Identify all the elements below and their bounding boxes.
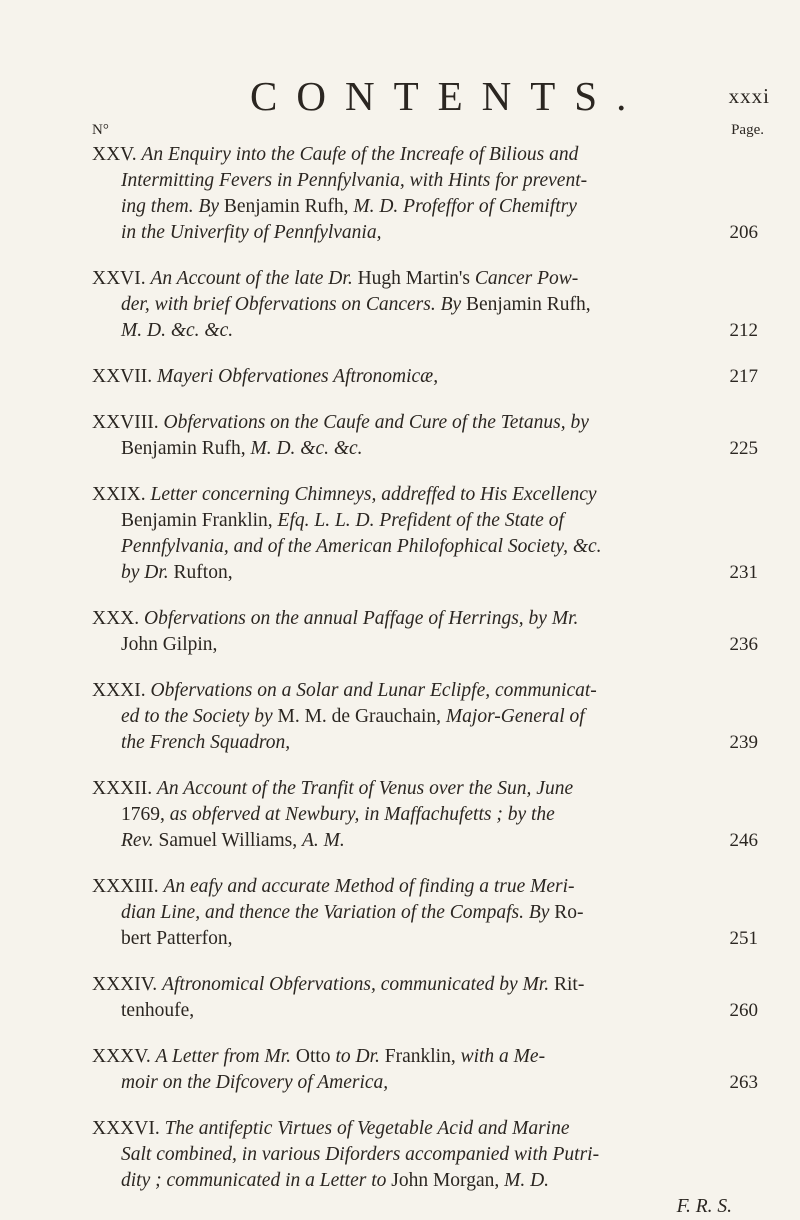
entry-text: Rufton,	[173, 562, 233, 583]
entry-text: Rev.	[121, 830, 159, 851]
entry-text: in the Univerfity of Pennfylvania,	[121, 222, 382, 243]
entry-number: XXIX.	[92, 484, 151, 505]
entry-line	[92, 926, 758, 952]
entry-page-number: 239	[729, 732, 758, 753]
entry-line	[92, 482, 758, 508]
entry-page-number: 206	[729, 222, 758, 243]
entry-line	[92, 560, 758, 586]
contents-list	[92, 142, 758, 1220]
entry-line	[92, 900, 758, 926]
entry-line	[92, 220, 758, 246]
entry-text: Major-General of	[445, 706, 585, 727]
entry-number: XXXII.	[92, 778, 157, 799]
entry-text: Cancer Pow-	[474, 268, 579, 289]
entry-text: Hugh Martin's	[357, 268, 475, 289]
entry-line	[92, 168, 758, 194]
contents-entry	[92, 482, 758, 586]
contents-entry	[92, 776, 758, 854]
entry-text: with a Me-	[460, 1046, 546, 1067]
entry-text: Mayeri Obfervationes Aftronomicæ,	[156, 366, 439, 387]
entry-line	[92, 292, 758, 318]
page-title: CONTENTS.	[250, 73, 646, 119]
entry-text: M. M. de Grauchain,	[277, 706, 446, 727]
entry-line	[92, 534, 758, 560]
entry-text: bert Patterfon,	[121, 928, 233, 949]
entry-line	[92, 1142, 758, 1168]
contents-entry	[92, 410, 758, 462]
entry-page-number: 231	[729, 562, 758, 583]
entry-text: Pennfylvania, and of the American Philofophical Society, &c.	[121, 536, 602, 557]
entry-line	[92, 776, 758, 802]
entry-line	[92, 364, 758, 390]
column-headers	[0, 122, 800, 144]
entry-text: John Gilpin,	[121, 634, 218, 655]
entry-text: der, with brief Obfervations on Cancers. By	[121, 294, 467, 315]
entry-text: Ro-	[554, 902, 584, 923]
page-column-header: Page.	[731, 122, 764, 138]
entry-text: A. M.	[302, 830, 345, 851]
entry-page-number: 225	[729, 438, 758, 459]
entry-line	[92, 828, 758, 854]
entry-text: by Dr.	[121, 562, 174, 583]
entry-text: An Account of the late Dr.	[150, 268, 358, 289]
contents-entry	[92, 606, 758, 658]
entry-line	[92, 874, 758, 900]
contents-entry	[92, 142, 758, 246]
entry-number: XXXVI.	[92, 1118, 165, 1139]
entry-number: XXXI.	[92, 680, 151, 701]
entry-line	[92, 318, 758, 344]
entry-page-number: 263	[729, 1072, 758, 1093]
entry-text: F. R. S.	[676, 1196, 732, 1217]
entry-line	[92, 1044, 758, 1070]
entry-text: Letter concerning Chimneys, addreffed to His Excellency	[150, 484, 597, 505]
contents-entry	[92, 972, 758, 1024]
entry-text: Benjamin Franklin,	[121, 510, 278, 531]
entry-line	[92, 972, 758, 998]
entry-number: XXV.	[92, 144, 142, 165]
entry-text: Franklin,	[384, 1046, 461, 1067]
entry-number: XXVI.	[92, 268, 151, 289]
entry-text: A Letter from Mr.	[155, 1046, 296, 1067]
page-header	[0, 72, 800, 122]
page-number: xxxi	[728, 84, 770, 108]
entry-page-number: 236	[729, 634, 758, 655]
entry-number: XXVII.	[92, 366, 157, 387]
entry-text: M. D.	[504, 1170, 550, 1191]
entry-text: Obfervations on a Solar and Lunar Eclipfe, communicat-	[150, 680, 597, 701]
entry-page-number: 246	[729, 830, 758, 851]
entry-line	[92, 1116, 758, 1142]
contents-entry	[92, 1044, 758, 1096]
entry-text: Aftronomical Obfervations, communicated by Mr.	[162, 974, 554, 995]
entry-text: Benjamin Rufh,	[121, 438, 251, 459]
entry-line	[92, 606, 758, 632]
entry-text: John Morgan,	[391, 1170, 505, 1191]
entry-page-number: 212	[729, 320, 758, 341]
entry-line	[92, 436, 758, 462]
entry-text: Obfervations on the annual Paffage of Herrings, by Mr.	[144, 608, 579, 629]
contents-entry	[92, 874, 758, 952]
entry-line	[92, 1070, 758, 1096]
entry-text: the French Squadron,	[121, 732, 291, 753]
entry-text: Samuel Williams,	[158, 830, 303, 851]
entry-line	[92, 802, 758, 828]
contents-entry	[92, 1116, 758, 1220]
entry-text: M. D. &c. &c.	[121, 320, 234, 341]
entry-text: Otto	[295, 1046, 336, 1067]
entry-line	[92, 730, 758, 756]
entry-text: An Enquiry into the Caufe of the Increafe of Bilious and	[141, 144, 579, 165]
entry-text: 1769,	[121, 804, 170, 825]
entry-page-number: 217	[729, 366, 758, 387]
entry-text: Intermitting Fevers in Pennfylvania, with Hints for prevent-	[121, 170, 588, 191]
entry-line	[92, 508, 758, 534]
contents-entry	[92, 266, 758, 344]
entry-text: ing them. By	[121, 196, 224, 217]
entry-line	[92, 194, 758, 220]
entry-text: The antifeptic Virtues of Vegetable Acid and Marine	[164, 1118, 570, 1139]
entry-line	[92, 266, 758, 292]
entry-number: XXXV.	[92, 1046, 156, 1067]
entry-number: XXXIV.	[92, 974, 163, 995]
number-column-header: N°	[92, 122, 109, 138]
entry-line	[92, 1194, 758, 1220]
entry-number: XXX.	[92, 608, 144, 629]
entry-text: Rit-	[554, 974, 585, 995]
entry-text: An eafy and accurate Method of finding a true Meri-	[163, 876, 575, 897]
entry-text: moir on the Difcovery of America,	[121, 1072, 389, 1093]
entry-line	[92, 142, 758, 168]
entry-text: tenhoufe,	[121, 1000, 195, 1021]
entry-line	[92, 1168, 758, 1194]
entry-text: Salt combined, in various Diforders accompanied with Putri-	[121, 1144, 600, 1165]
entry-line	[92, 998, 758, 1024]
entry-page-number: 260	[729, 1000, 758, 1021]
entry-page-number: 251	[729, 928, 758, 949]
entry-text: Benjamin Rufh,	[223, 196, 354, 217]
entry-number: XXVIII.	[92, 412, 164, 433]
entry-line	[92, 632, 758, 658]
entry-text: dian Line, and thence the Variation of the Compafs. By	[121, 902, 555, 923]
entry-text: dity ; communicated in a Letter to	[121, 1170, 392, 1191]
entry-text: M. D. Profeffor of Chemiftry	[353, 196, 577, 217]
entry-line	[92, 410, 758, 436]
entry-text: as obferved at Newbury, in Maffachufetts ; by the	[169, 804, 555, 825]
entry-line	[92, 704, 758, 730]
entry-text: Benjamin Rufh,	[466, 294, 591, 315]
entry-number: XXXIII.	[92, 876, 164, 897]
entry-text: Efq. L. L. D. Prefident of the State of	[277, 510, 564, 531]
contents-entry	[92, 678, 758, 756]
entry-text: ed to the Society by	[121, 706, 278, 727]
entry-text: to Dr.	[335, 1046, 385, 1067]
contents-entry	[92, 364, 758, 390]
entry-text: M. D. &c. &c.	[250, 438, 363, 459]
entry-line	[92, 678, 758, 704]
entry-text: An Account of the Tranfit of Venus over the Sun, June	[156, 778, 574, 799]
entry-text: Obfervations on the Caufe and Cure of the Tetanus, by	[163, 412, 589, 433]
